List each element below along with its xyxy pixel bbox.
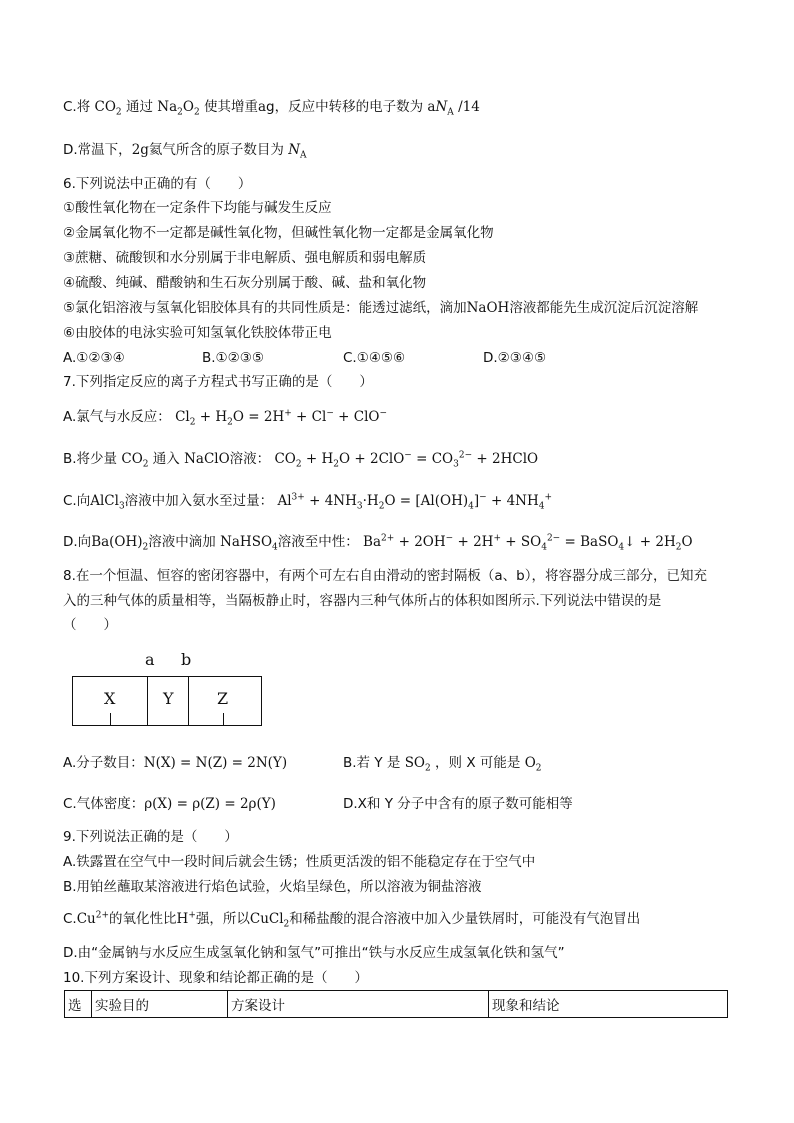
table-header-cell: 现象和结论 xyxy=(489,991,728,1018)
equation-c: $Al^{3+} + 4NH_3\cdot H_2O = [Al(OH)_4]^- + 4NH_4^+$ xyxy=(277,492,553,512)
formula-cucl2: CuCl$_2$ xyxy=(249,911,290,930)
q10-table xyxy=(64,990,728,1018)
table-header-cell: 方案设计 xyxy=(228,991,489,1018)
q6-statement-5: ⑤氯化铝溶液与氢氧化铝胶体具有的共同性质是：能透过滤纸，滴加NaOH溶液都能先生成沉淀后沉淀溶解 xyxy=(63,300,699,316)
tick-x xyxy=(110,713,111,725)
partition-label-b: b xyxy=(181,650,192,669)
q6-option-a: A.①②③④ xyxy=(63,350,125,366)
q6-option-d: D.②③④⑤ xyxy=(483,350,547,366)
q8-option-b: B.若 Y 是 $SO_2$ ，则 X 可能是 $O_2$ xyxy=(343,755,542,774)
equation-d: $Ba^{2+} + 2OH^- + 2H^+ + SO_4^{2-}$ = BaSO$_4$↓ + $2H_2O$ xyxy=(363,533,693,553)
q10-stem: 10.下列方案设计、现象和结论都正确的是（ ） xyxy=(63,970,368,986)
tick-z xyxy=(223,713,224,725)
formula-so2: $SO_2$ xyxy=(404,755,431,774)
table-header-cell: 选 xyxy=(65,991,92,1018)
q8-stem-line-3: （ ） xyxy=(63,617,117,633)
q7-option-b: B.将少量 $CO_2$ 通入 NaClO溶液： $CO_2 + H_2O + 2ClO^- = CO_3^{2-}$ + 2HClO xyxy=(63,450,539,470)
formula-co2: $CO_2$ xyxy=(94,99,122,118)
q6-option-b: B.①②③⑤ xyxy=(202,350,264,366)
formula-na2o2: $Na_2O_2$ xyxy=(157,99,200,118)
q7-option-c: C.向AlCl$_3$溶液中加入氨水至过量： $Al^{3+} + 4NH_3\cdot H_2O = [Al(OH)_4]^- + 4NH_4^+$ xyxy=(63,492,553,512)
q9-stem: 9.下列说法正确的是（ ） xyxy=(63,829,238,845)
q9-option-b: B.用铂丝蘸取某溶液进行焰色试验，火焰呈绿色，所以溶液为铜盐溶液 xyxy=(63,879,482,895)
q8-option-a: A.分子数目：N(X) = N(Z) = 2N(Y) xyxy=(63,755,288,771)
table-header-cell: 实验目的 xyxy=(92,991,228,1018)
formula-hplus: H+ xyxy=(176,910,196,927)
q6-statement-6: ⑥由胶体的电泳实验可知氢氧化铁胶体带正电 xyxy=(63,325,332,341)
q6-statement-2: ②金属氧化物不一定都是碱性氧化物，但碱性氧化物一定都是金属氧化物 xyxy=(63,225,494,241)
formula-alcl3: AlCl$_3$ xyxy=(90,493,125,512)
partition-b xyxy=(188,677,189,725)
q6-statement-3: ③蔗糖、硫酸钡和水分别属于非电解质、强电解质和弱电解质 xyxy=(63,250,427,266)
q8-option-c: C.气体密度：ρ(X) = ρ(Z) = 2ρ(Y) xyxy=(63,796,276,812)
q6-statement-4: ④硫酸、纯碱、醋酸钠和生石灰分别属于酸、碱、盐和氧化物 xyxy=(63,275,427,291)
formula-co2: $CO_2$ xyxy=(121,451,149,470)
q7-option-d: D.向$Ba(OH)_2$溶液中滴加 NaHSO$_4$溶液至中性： $Ba^{2+} + 2OH^- + 2H^+ + SO_4^{2-}$ = BaSO$_4$↓ + $2H_2O$ xyxy=(63,533,693,553)
formula-a-na: $aN_A$ xyxy=(427,99,454,118)
q5-option-c: C.将 $CO_2$ 通过 $Na_2O_2$ 使其增重ag，反应中转移的电子数为 $aN_A$ /14 xyxy=(63,99,480,118)
partition-a xyxy=(147,677,148,725)
equation-a: $Cl_2 + H_2O = 2H^+ + Cl^- + ClO^-$ xyxy=(175,408,388,428)
q9-option-a: A.铁露置在空气中一段时间后就会生锈；性质更活泼的铝不能稳定存在于空气中 xyxy=(63,854,536,870)
q6-stem: 6.下列说法中正确的有（ ） xyxy=(63,176,252,192)
q7-option-a: A.氯气与水反应： $Cl_2 + H_2O = 2H^+ + Cl^- + ClO^-$ xyxy=(63,408,388,428)
q9-option-c: $C.Cu^{2+}$的氧化性比H+强，所以CuCl$_2$和稀盐酸的混合溶液中加入少量铁屑时，可能没有气泡冒出 xyxy=(63,910,641,930)
q6-statement-1: ①酸性氧化物在一定条件下均能与碱发生反应 xyxy=(63,200,332,216)
container-diagram xyxy=(72,676,262,726)
q7-stem: 7.下列指定反应的离子方程式书写正确的是（ ） xyxy=(63,374,373,390)
partition-label-a: a xyxy=(145,650,155,669)
formula-baoh2: $Ba(OH)_2$ xyxy=(91,534,149,553)
formula-o2: $O_2$ xyxy=(524,755,542,774)
q8-option-d: D.X和 Y 分子中含有的原子数可能相等 xyxy=(343,796,573,812)
gas-z-label: Z xyxy=(217,689,229,708)
formula-na: $N_A$ xyxy=(288,142,307,161)
gas-y-label: Y xyxy=(163,689,174,708)
q6-option-c: C.①④⑤⑥ xyxy=(343,350,406,366)
q5-option-d: D.常温下，2g氦气所含的原子数目为 $N_A$ xyxy=(63,142,307,161)
q8-stem-line-2: 入的三种气体的质量相等，当隔板静止时，容器内三种气体所占的体积如图所示.下列说法中错误的是 xyxy=(63,593,662,609)
equation-b: $CO_2 + H_2O + 2ClO^- = CO_3^{2-}$ + 2HClO xyxy=(274,450,539,470)
table-header-row xyxy=(65,991,728,1018)
gas-x-label: X xyxy=(104,689,116,708)
formula-cu2plus: $Cu^{2+}$ xyxy=(76,910,110,927)
q9-option-d: D.由“金属钠与水反应生成氢氧化钠和氢气”可推出“铁与水反应生成氢氧化铁和氢气” xyxy=(63,945,565,961)
q8-stem-line-1: 8.在一个恒温、恒容的密闭容器中，有两个可左右自由滑动的密封隔板（a、b），将容器分成三部分，已知充 xyxy=(63,568,707,584)
formula-nahso4: NaHSO$_4$ xyxy=(220,534,278,553)
